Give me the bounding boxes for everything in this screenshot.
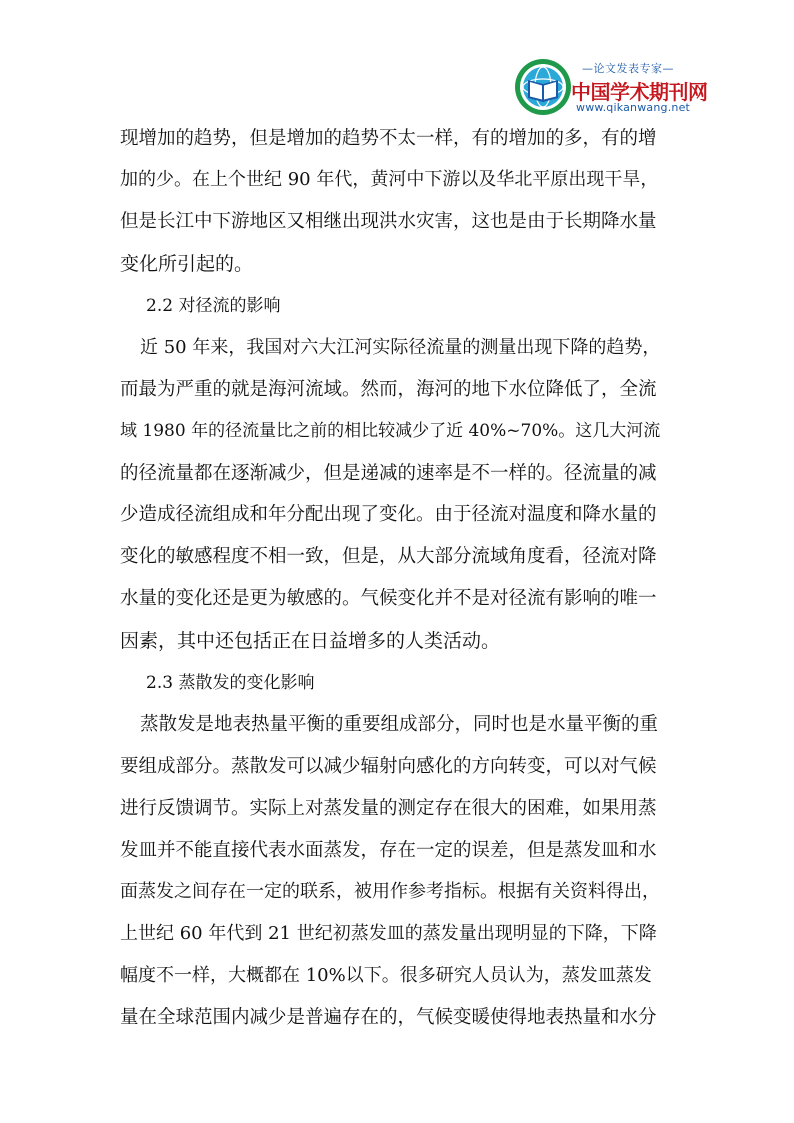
logo-url[interactable]: www.qikanwang.net: [576, 101, 691, 114]
site-logo[interactable]: [514, 56, 714, 120]
text-line: 要组成部分。蒸散发可以减少辐射向感化的方向转变，可以对气候: [120, 756, 657, 777]
section-heading: 2.2 对径流的影响: [146, 296, 281, 316]
text-line: 蒸散发是地表热量平衡的重要组成部分，同时也是水量平衡的重: [140, 714, 659, 735]
text-line: 但是长江中下游地区又相继出现洪水灾害，这也是由于长期降水量: [120, 211, 657, 232]
text-line: 面蒸发之间存在一定的联系，被用作参考指标。根据有关资料得出，: [120, 881, 660, 902]
text-line: 加的少。在上个世纪 90 年代，黄河中下游以及华北平原出现干旱，: [120, 169, 659, 190]
text-line: 水量的变化还是更为敏感的。气候变化并不是对径流有影响的唯一: [120, 588, 657, 609]
text-line: 幅度不一样，大概都在 10%以下。很多研究人员认为，蒸发皿蒸发: [120, 965, 652, 986]
text-line: 现增加的趋势，但是增加的趋势不太一样，有的增加的多，有的增: [120, 128, 657, 149]
logo-name: 中国学术期刊网: [571, 80, 708, 104]
text-line: 域 1980 年的径流量比之前的相比较减少了近 40%~70%。这几大河流: [120, 421, 661, 441]
text-line: 进行反馈调节。实际上对蒸发量的测定存在很大的困难，如果用蒸: [120, 798, 657, 819]
text-line: 发皿并不能直接代表水面蒸发，存在一定的误差，但是蒸发皿和水: [120, 840, 657, 861]
text-line: 变化所引起的。: [120, 253, 254, 275]
section-heading: 2.3 蒸散发的变化影响: [146, 673, 315, 693]
text-line: 的径流量都在逐渐减少，但是递减的速率是不一样的。径流量的减: [120, 463, 657, 484]
text-line: 少造成径流组成和年分配出现了变化。由于径流对温度和降水量的: [120, 504, 657, 525]
text-line: 上世纪 60 年代到 21 世纪初蒸发皿的蒸发量出现明显的下降，下降: [120, 923, 657, 944]
text-line: 而最为严重的就是海河流域。然而，海河的地下水位降低了，全流: [120, 379, 657, 400]
logo-tagline: —论文发表专家—: [582, 62, 674, 75]
text-line: 变化的敏感程度不相一致，但是，从大部分流域角度看，径流对降: [120, 546, 657, 567]
book-globe-icon: [514, 58, 572, 116]
text-line: 量在全球范围内减少是普遍存在的，气候变暖使得地表热量和水分: [120, 1007, 657, 1028]
text-line: 近 50 年来，我国对六大江河实际径流量的测量出现下降的趋势，: [140, 337, 661, 358]
text-line: 因素，其中还包括正在日益增多的人类活动。: [120, 630, 501, 652]
